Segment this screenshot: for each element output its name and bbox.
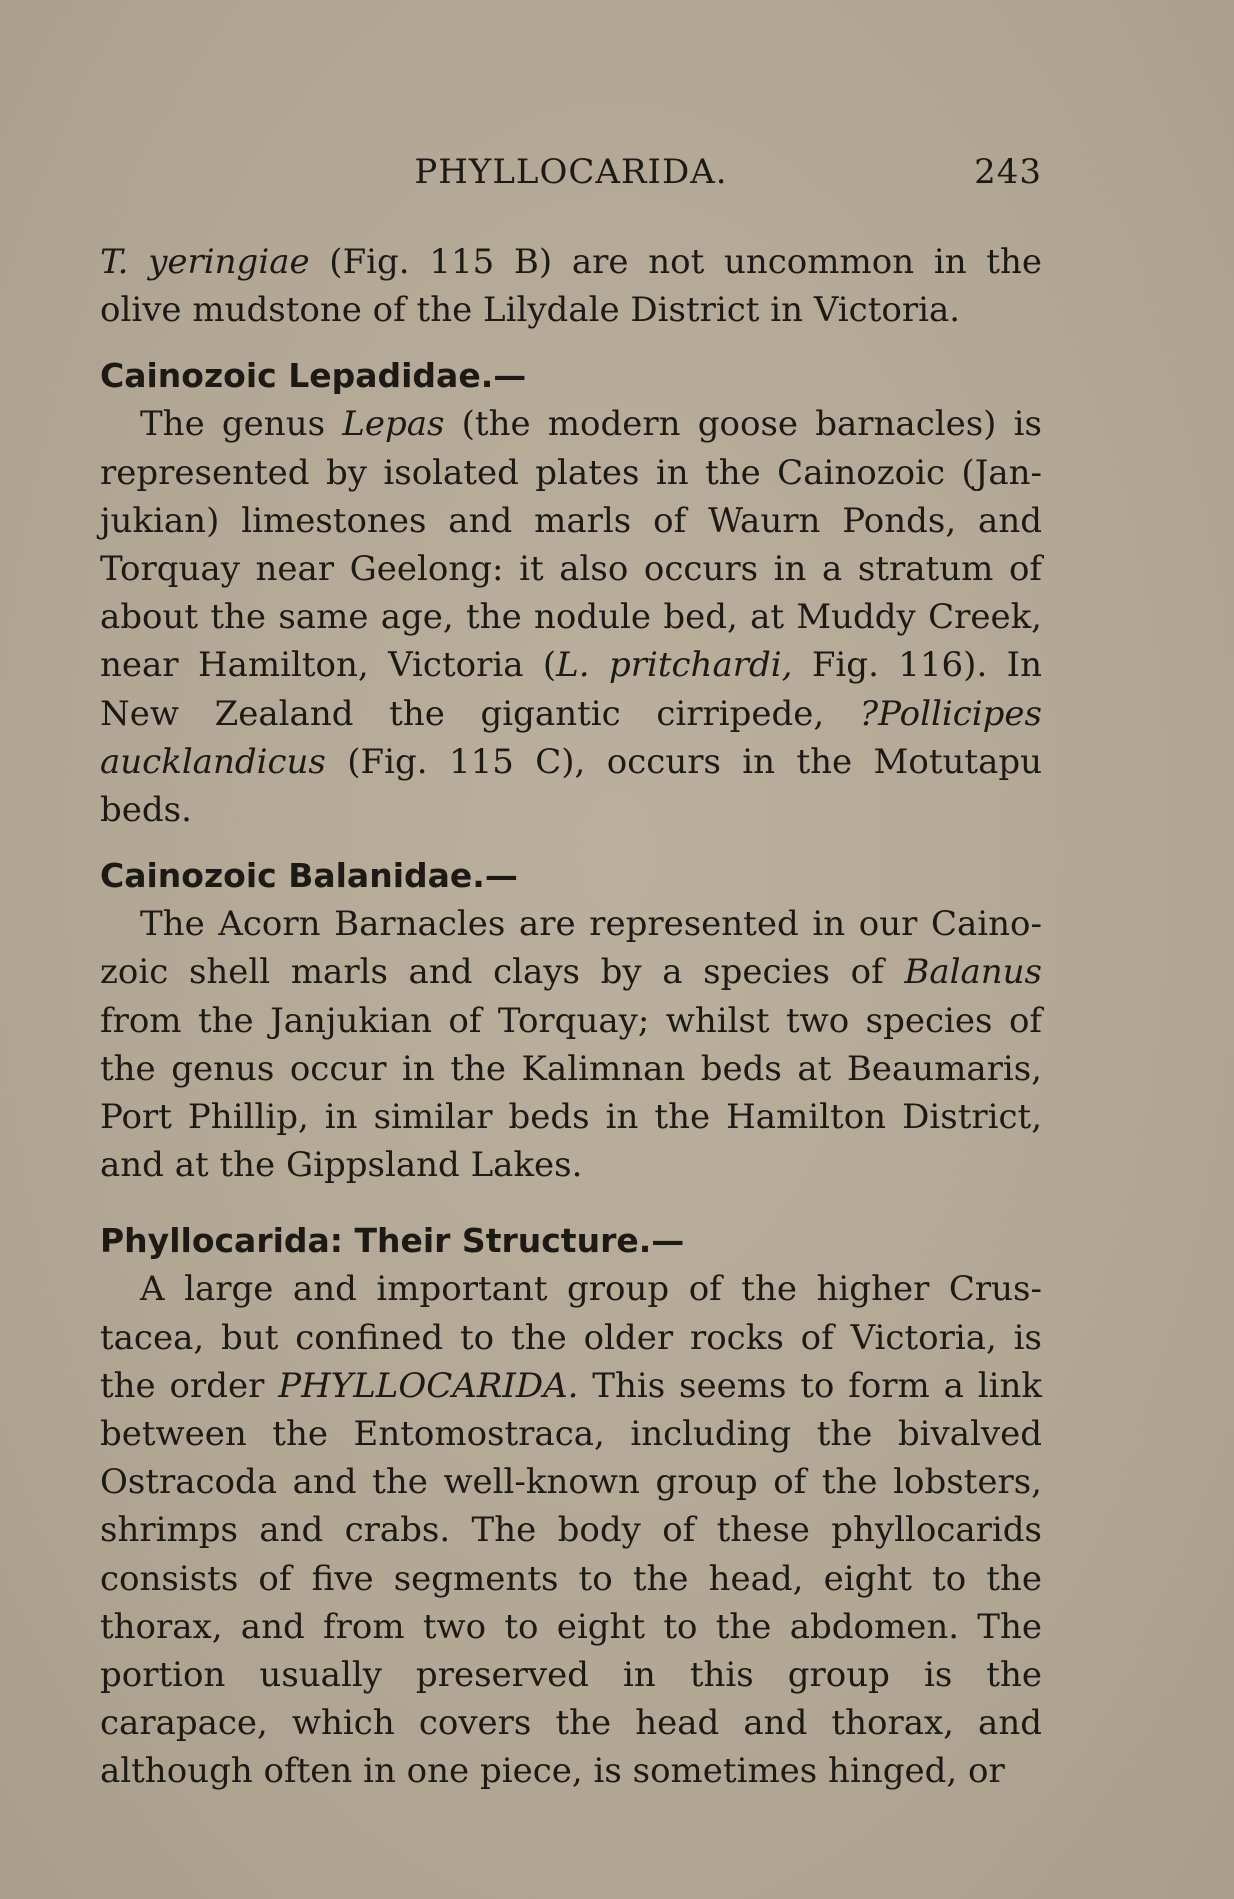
paragraph-text: (the modern goose barnacles) is represented by isolated plates in the Cainozoic (Janjukian) limestones and marls of Waurn Ponds, and Torquay near Geelong: it also occurs in a stratum of about the same age, the nodule bed, at Muddy Creek, near Hamilton, Victoria (	[100, 404, 1042, 686]
genus-name: Lepas	[342, 404, 445, 445]
paragraph-text: (Fig. 115 B) are not uncommon in the olive mudstone of the Lilydale District in Victoria.	[100, 242, 1042, 331]
order-name: PHYLLOCARIDA.	[278, 1365, 579, 1406]
running-head	[100, 152, 1042, 196]
species-name: ?Pollicipes aucklandicus	[100, 693, 1042, 782]
paragraph-text: from the Janjukian of Torquay; whilst two species of the genus occur in the Kalimnan beds at Beaumaris, Port Phillip, in similar beds in the Hamilton District, and at the Gippsland Lakes.	[100, 1000, 1042, 1186]
paragraph-balanidae	[100, 900, 1042, 1189]
section-heading-balanidae: Cainozoic Balanidae.—	[100, 856, 518, 896]
page-number: 243	[974, 152, 1042, 192]
paragraph-text: Fig. 116). In New Zealand the gigantic cirripede,	[100, 645, 1042, 734]
paragraph-text: A large and important group of the higher Crustacea, but confined to the older rocks of Victoria, is the order	[100, 1269, 1042, 1406]
running-title: PHYLLOCARIDA.	[414, 152, 728, 192]
body-text	[100, 238, 1042, 1796]
paragraph-phyllocarida	[100, 1265, 1042, 1795]
paragraph-text: This seems to form a link between the Entomostraca, including the bivalved Ostracoda and the well-known group of the lobsters, shrimps and crabs. The body of these phyllocarids consists of five segments to the head, eight to the thorax, and from two to eight to the abdomen. The portion usually preserved in this group is the carapace, which covers the head and thorax, and although often in one piece, is sometimes hinged, or	[100, 1365, 1042, 1792]
paragraph-lepadidae	[100, 400, 1042, 834]
species-name: T. yeringiae	[100, 242, 310, 282]
paragraph-text: The Acorn Barnacles are represented in our Cainozoic shell marls and clays by a species of	[100, 904, 1042, 993]
section-heading-phyllocarida: Phyllocarida: Their Structure.—	[100, 1221, 685, 1261]
genus-name: Balanus	[904, 952, 1042, 993]
section-heading-lepadidae: Cainozoic Lepadidae.—	[100, 356, 527, 396]
paragraph-text: The genus	[140, 404, 343, 445]
paragraph-continuation	[100, 238, 1042, 334]
paragraph-text: (Fig. 115 C), occurs in the Motutapu beds.	[100, 741, 1042, 831]
species-name: L. pritchardi,	[556, 645, 793, 686]
